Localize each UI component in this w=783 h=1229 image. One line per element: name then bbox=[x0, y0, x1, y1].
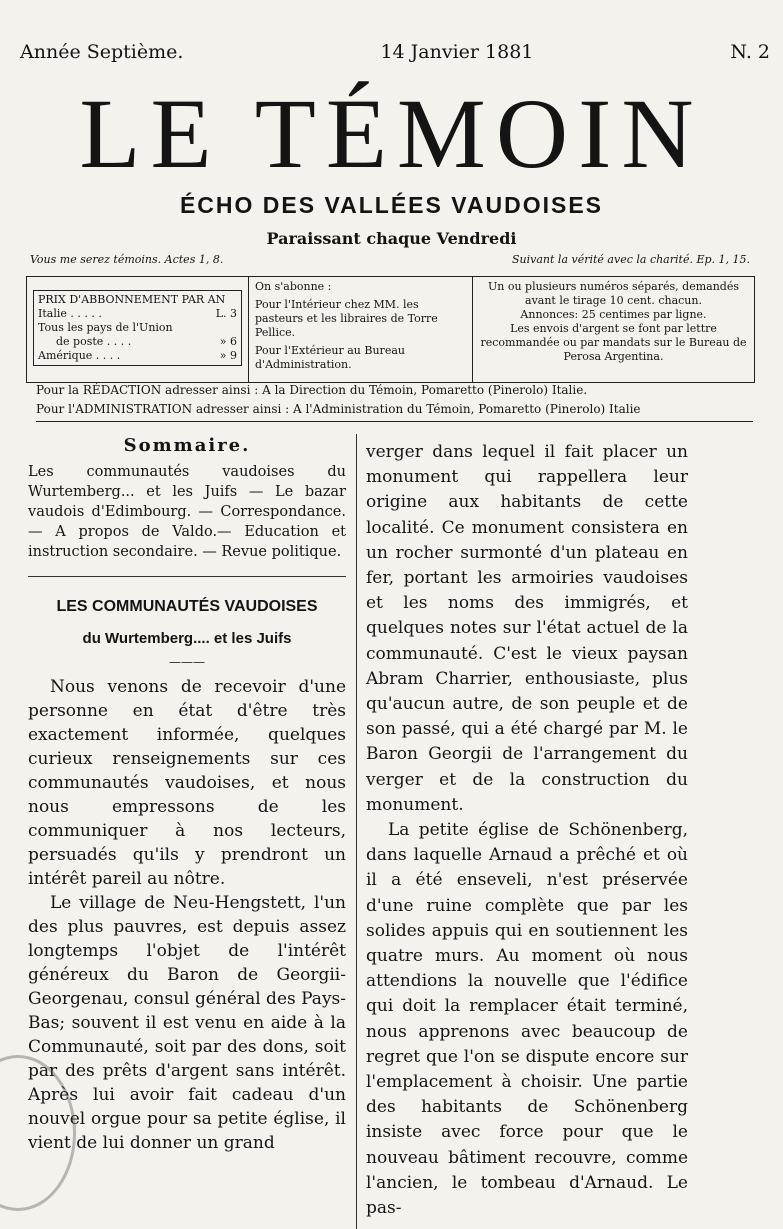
section-divider bbox=[28, 576, 346, 577]
column-divider bbox=[356, 434, 357, 1229]
annee-label: Année Septième. bbox=[20, 41, 184, 63]
article-title bbox=[28, 591, 346, 655]
newspaper-subtitle: ÉCHO DES VALLÉES VAUDOISES bbox=[179, 192, 604, 218]
newspaper-title: LE TÉMOIN bbox=[79, 78, 704, 189]
issue-date: 14 Janvier 1881 bbox=[380, 41, 534, 63]
subscription-title: On s'abonne : bbox=[255, 280, 332, 293]
price-box bbox=[27, 277, 249, 382]
motto-left: Vous me serez témoins. Actes 1, 8. bbox=[30, 253, 224, 266]
left-column bbox=[28, 434, 346, 1229]
masthead-info-row bbox=[20, 38, 770, 66]
publication-frequency: Paraissant chaque Vendredi bbox=[266, 229, 517, 248]
sommaire-body: Les communautés vaudoises du Wurtemberg... et les Juifs — Le bazar vaudois d'Edimbourg. — Correspondance. — A propos de Valdo.— Education et instruction secondaire. — Revue politique. bbox=[28, 464, 346, 560]
sommaire-title: Sommaire. bbox=[123, 435, 251, 456]
article-paragraph: Nous venons de recevoir d'une personne en état d'être très exactement informée, quelques curieux renseignements sur ces communautés vaudoises, et nous nous empressons de les communiquer à nos lecteurs, persuadés qu'ils y prendront un intérêt pareil au nôtre. bbox=[28, 677, 346, 889]
article-paragraph: La petite église de Schönenberg, dans laquelle Arnaud a prêché et où il a été enseveli, n'est préservée d'une ruine complète que par les solides appuis qui en soutiennent les quatre murs. Au moment où nous attendions la nouvelle que l'édifice qui doit la remplacer était terminé, nous apprenons avec beaucoup de regret que l'on se dispute encore sur l'emplacement à choisir. Une partie des habitants de Schönenberg insiste avec force pour que le nouveau bâtiment recouvre, comme l'ancien, le tombeau d'Arnaud. Le pas- bbox=[366, 820, 688, 1219]
notices-box bbox=[473, 277, 754, 382]
payment-note: Les envois d'argent se font par lettre recommandée ou par mandats sur le Bureau de Perosa Argentina. bbox=[480, 322, 747, 363]
title-dash: ——— bbox=[169, 655, 205, 669]
redaction-address: Pour la RÉDACTION adresser ainsi : A la Direction du Témoin, Pomaretto (Pinerolo) Italie. bbox=[36, 383, 588, 397]
single-issue-note: Un ou plusieurs numéros séparés, demandés avant le tirage 10 cent. chacun. bbox=[488, 280, 739, 307]
price-row: Italie . . . . . L. 3 bbox=[38, 307, 237, 320]
price-row: Tous les pays de l'Union bbox=[38, 321, 173, 334]
article-title-line: LES COMMUNAUTÉS VAUDOISES bbox=[56, 598, 318, 615]
price-row: de poste . . . . » 6 bbox=[56, 335, 237, 348]
right-column bbox=[366, 440, 688, 1229]
address-block bbox=[36, 381, 753, 422]
issue-number: N. 2 bbox=[730, 41, 770, 63]
subscription-exterior: Pour l'Extérieur au Bureau d'Administration. bbox=[255, 344, 405, 371]
motto-right: Suivant la vérité avec la charité. Ep. 1, 15. bbox=[512, 253, 750, 266]
subscription-interior: Pour l'Intérieur chez MM. les pasteurs et les libraires de Torre Pellice. bbox=[255, 298, 438, 339]
price-title: PRIX D'ABBONNEMENT PAR AN bbox=[38, 293, 226, 306]
motto-row bbox=[30, 253, 750, 273]
article-paragraph: Le village de Neu-Hengstett, l'un des plus pauvres, est depuis assez longtemps l'objet de l'intérêt généreux du Baron de Georgii-Georgenau, consul général des Pays-Bas; souvent il est venu en aide à la Communauté, soit par des dons, soit par des prêts d'argent sans intérêt. Après lui avoir fait cadeau d'un nouvel orgue pour sa petite église, il vient de lui donner un grand bbox=[28, 893, 347, 1153]
ads-note: Annonces: 25 centimes par ligne. bbox=[520, 308, 707, 321]
subscription-box bbox=[249, 277, 473, 382]
subscription-info-boxes bbox=[26, 276, 755, 383]
price-table bbox=[33, 290, 242, 366]
article-paragraph: verger dans lequel il fait placer un monument qui rappellera leur origine aux habitants de cette localité. Ce monument consistera en un rocher surmonté d'un plateau en fer, portant les armoiries vaudoises et les noms des immigrés, et quelques notes sur l'état actuel de la communauté. C'est le vieux paysan Abram Charrier, enthousiaste, plus qu'aucun autre, de son peuple et de son passé, qui a été chargé par M. le Baron Georgii de l'arrangement du verger et de la construction du monument. bbox=[366, 442, 688, 815]
administration-address: Pour l'ADMINISTRATION adresser ainsi : A l'Administration du Témoin, Pomaretto (Pinerolo) Italie bbox=[36, 402, 641, 416]
article-subtitle: du Wurtemberg.... et les Juifs bbox=[82, 630, 292, 647]
price-row: Amérique . . . . » 9 bbox=[38, 349, 237, 362]
